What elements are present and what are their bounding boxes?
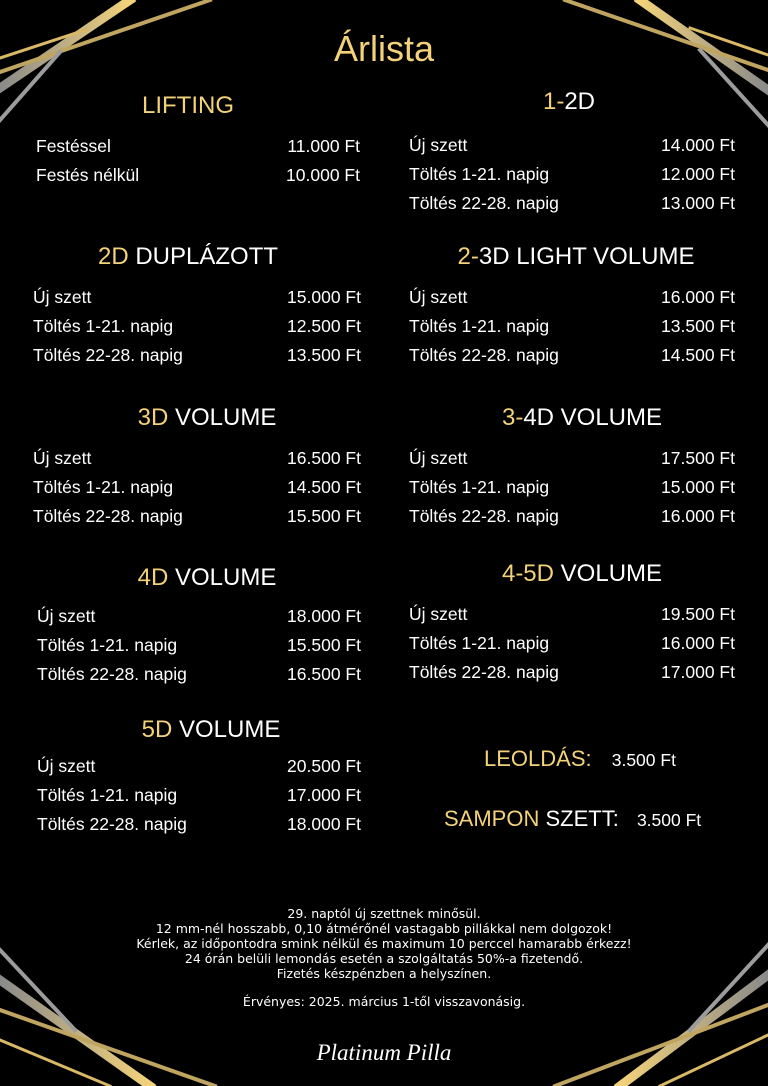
price-row bbox=[409, 444, 735, 473]
row-label: Új szett bbox=[37, 756, 96, 776]
section-title bbox=[429, 560, 735, 588]
section-title bbox=[403, 88, 735, 116]
extra-title-rest: SZETT: bbox=[539, 806, 619, 831]
section-title-rest: VOLUME bbox=[172, 716, 281, 743]
section-title-accent: 2- bbox=[457, 243, 479, 270]
row-label: Új szett bbox=[33, 287, 92, 307]
row-label: Töltés 22-28. napig bbox=[37, 814, 187, 834]
row-price: 14.500 Ft bbox=[661, 345, 735, 365]
row-price: 13.500 Ft bbox=[287, 345, 361, 365]
row-price: 16.000 Ft bbox=[661, 506, 735, 526]
price-row bbox=[409, 283, 735, 312]
row-label: Festéssel bbox=[36, 136, 111, 156]
price-row bbox=[33, 444, 361, 473]
page-title: Árlista bbox=[333, 28, 435, 69]
section-title-rest: VOLUME bbox=[554, 560, 663, 587]
section-title-rest: VOLUME bbox=[168, 404, 277, 431]
row-price: 10.000 Ft bbox=[286, 165, 360, 185]
price-row bbox=[37, 781, 361, 810]
section-title-accent: 2D bbox=[97, 243, 129, 270]
row-label: Új szett bbox=[409, 604, 468, 624]
row-label: Töltés 22-28. napig bbox=[33, 506, 183, 526]
section-title-rest: DUPLÁZOTT bbox=[128, 243, 279, 270]
extra-leoldas bbox=[484, 746, 676, 772]
extra-title-accent: LEOLDÁS: bbox=[484, 746, 592, 771]
row-label: Töltés 1-21. napig bbox=[409, 633, 550, 653]
row-price: 18.000 Ft bbox=[287, 606, 361, 626]
price-row bbox=[409, 502, 735, 531]
terms-notes bbox=[0, 906, 768, 1009]
row-price: 15.500 Ft bbox=[287, 635, 361, 655]
row-price: 13.000 Ft bbox=[661, 193, 735, 213]
price-row bbox=[33, 341, 361, 370]
price-row bbox=[33, 312, 361, 341]
section-title-accent: 1- bbox=[542, 88, 565, 115]
price-row bbox=[409, 629, 735, 658]
price-row bbox=[33, 283, 361, 312]
price-row bbox=[37, 602, 361, 631]
row-price: 19.500 Ft bbox=[661, 604, 735, 624]
row-label: Töltés 22-28. napig bbox=[37, 664, 187, 684]
section-title-rest: VOLUME bbox=[168, 564, 277, 591]
row-price: 16.500 Ft bbox=[287, 448, 361, 468]
section-4-5d-volume bbox=[409, 560, 735, 687]
section-title-accent: LIFTING bbox=[141, 92, 234, 119]
row-label: Új szett bbox=[409, 448, 468, 468]
row-label: Töltés 1-21. napig bbox=[33, 316, 174, 336]
row-label: Töltés 1-21. napig bbox=[409, 316, 550, 336]
section-title bbox=[53, 564, 361, 592]
row-label: Új szett bbox=[409, 135, 468, 155]
note-line: 24 órán belüli lemondás esetén a szolgáltatás 50%-a fizetendő. bbox=[184, 951, 584, 966]
extra-price: 3.500 Ft bbox=[611, 750, 676, 770]
row-price: 14.000 Ft bbox=[661, 135, 735, 155]
section-lifting bbox=[36, 92, 360, 190]
row-price: 16.000 Ft bbox=[661, 287, 735, 307]
section-3d-volume bbox=[33, 404, 361, 531]
row-price: 18.000 Ft bbox=[287, 814, 361, 834]
section-title-rest: 4D VOLUME bbox=[523, 404, 663, 431]
row-price: 14.500 Ft bbox=[287, 477, 361, 497]
row-label: Töltés 22-28. napig bbox=[409, 193, 559, 213]
price-row bbox=[409, 600, 735, 629]
row-label: Töltés 1-21. napig bbox=[33, 477, 174, 497]
price-row bbox=[37, 810, 361, 839]
section-title-accent: 3D bbox=[137, 404, 169, 431]
row-price: 17.000 Ft bbox=[287, 785, 361, 805]
row-label: Új szett bbox=[37, 606, 96, 626]
extra-price: 3.500 Ft bbox=[636, 810, 702, 830]
section-2d-duplazott bbox=[33, 243, 361, 370]
validity-note: Érvényes: 2025. március 1-től visszavonásig. bbox=[242, 994, 526, 1009]
price-row bbox=[409, 341, 735, 370]
section-title bbox=[53, 404, 361, 432]
row-price: 12.500 Ft bbox=[287, 316, 361, 336]
row-label: Töltés 1-21. napig bbox=[409, 477, 550, 497]
row-price: 16.000 Ft bbox=[661, 633, 735, 653]
section-title-accent: 4-5D bbox=[501, 560, 554, 587]
row-label: Töltés 1-21. napig bbox=[37, 635, 178, 655]
row-label: Töltés 22-28. napig bbox=[409, 662, 559, 682]
section-title bbox=[61, 716, 361, 744]
row-price: 11.000 Ft bbox=[287, 136, 360, 156]
price-row bbox=[36, 161, 360, 190]
row-label: Festés nélkül bbox=[36, 165, 140, 185]
row-price: 17.000 Ft bbox=[661, 662, 735, 682]
section-title bbox=[429, 404, 735, 432]
price-row bbox=[37, 752, 361, 781]
row-label: Töltés 1-21. napig bbox=[37, 785, 178, 805]
row-label: Töltés 22-28. napig bbox=[409, 506, 559, 526]
row-label: Új szett bbox=[33, 448, 92, 468]
price-row bbox=[409, 131, 735, 160]
section-2-3d-light-volume bbox=[409, 243, 735, 370]
row-label: Töltés 1-21. napig bbox=[409, 164, 550, 184]
section-1-2d bbox=[409, 88, 735, 218]
section-title-accent: 5D bbox=[141, 716, 173, 743]
price-row bbox=[36, 132, 360, 161]
section-title-rest: 2D bbox=[564, 88, 596, 115]
row-price: 16.500 Ft bbox=[287, 664, 361, 684]
row-label: Töltés 22-28. napig bbox=[33, 345, 183, 365]
note-line: 12 mm-nél hosszabb, 0,10 átmérőnél vastagabb pillákkal nem dolgozok! bbox=[155, 921, 613, 936]
row-price: 17.500 Ft bbox=[661, 448, 735, 468]
price-row bbox=[37, 631, 361, 660]
row-label: Új szett bbox=[409, 287, 468, 307]
price-row bbox=[409, 189, 735, 218]
price-row bbox=[33, 502, 361, 531]
price-row bbox=[409, 473, 735, 502]
note-line: Fizetés készpénzben a helyszínen. bbox=[276, 966, 492, 981]
extra-sampon-szett bbox=[444, 806, 701, 832]
note-line: Kérlek, az időpontodra smink nélkül és maximum 10 perccel hamarabb érkezz! bbox=[136, 936, 632, 951]
row-price: 20.500 Ft bbox=[287, 756, 361, 776]
price-row bbox=[409, 160, 735, 189]
section-title-accent: 3- bbox=[501, 404, 524, 431]
row-price: 15.500 Ft bbox=[287, 506, 361, 526]
section-title-accent: 4D bbox=[137, 564, 169, 591]
note-line: 29. naptól új szettnek minősül. bbox=[287, 906, 481, 921]
row-price: 12.000 Ft bbox=[661, 164, 735, 184]
section-title-rest: 3D LIGHT VOLUME bbox=[478, 243, 695, 270]
section-3-4d-volume bbox=[409, 404, 735, 531]
section-title bbox=[15, 243, 361, 271]
price-row bbox=[37, 660, 361, 689]
price-row bbox=[409, 312, 735, 341]
row-price: 13.500 Ft bbox=[661, 316, 735, 336]
extra-title-accent: SAMPON bbox=[444, 806, 540, 831]
price-row bbox=[409, 658, 735, 687]
row-label: Töltés 22-28. napig bbox=[409, 345, 559, 365]
brand-signature: Platinum Pilla bbox=[316, 1040, 452, 1065]
row-price: 15.000 Ft bbox=[287, 287, 361, 307]
section-title bbox=[417, 243, 735, 271]
price-row bbox=[33, 473, 361, 502]
section-title bbox=[16, 92, 360, 120]
row-price: 15.000 Ft bbox=[661, 477, 735, 497]
section-4d-volume bbox=[37, 564, 361, 689]
section-5d-volume bbox=[37, 716, 361, 839]
